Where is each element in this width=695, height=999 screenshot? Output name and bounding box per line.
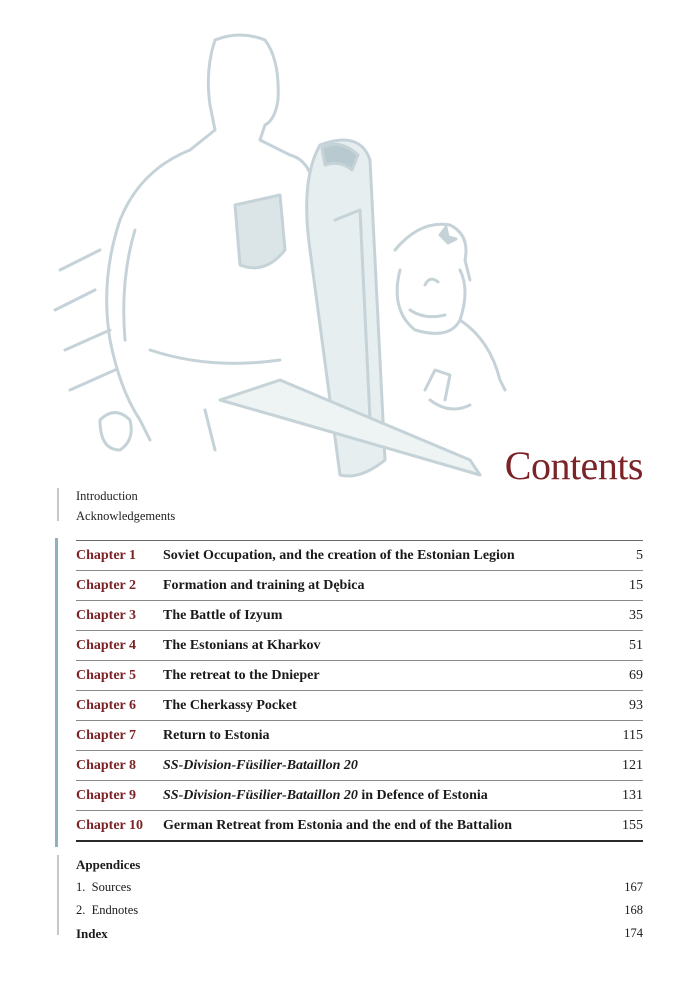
chapter-title: Return to Estonia xyxy=(163,727,270,743)
chapter-title: Formation and training at Dębica xyxy=(163,577,365,593)
chapter-title xyxy=(163,788,603,804)
front-matter-item-acknowledgements[interactable]: Acknowledgements xyxy=(76,509,176,523)
chapter-number: Chapter 1 xyxy=(76,547,137,563)
chapter-row-7[interactable] xyxy=(76,721,643,751)
chapter-page: 131 xyxy=(622,787,643,803)
chapter-number: Chapter 8 xyxy=(76,757,137,773)
page-title: Contents xyxy=(504,443,643,488)
chapter-page: 121 xyxy=(622,757,643,773)
chapter-number: Chapter 5 xyxy=(76,667,137,683)
front-matter-item-introduction[interactable]: Introduction xyxy=(76,489,138,503)
chapter-row-5[interactable] xyxy=(76,661,643,691)
appendices-heading-label: Appendices xyxy=(76,856,141,872)
chapter-title-italic: SS-Division-Füsilier-Bataillon 20 xyxy=(163,757,358,773)
chapter-number: Chapter 4 xyxy=(76,637,137,653)
chapter-page: 51 xyxy=(629,637,643,653)
chapter-title xyxy=(163,758,603,774)
index-page: 174 xyxy=(624,926,643,940)
chapters-accent-bar xyxy=(55,538,58,847)
appendix-item-sources[interactable] xyxy=(76,876,643,899)
chapter-row-6[interactable] xyxy=(76,691,643,721)
chapter-page: 93 xyxy=(629,697,643,713)
chapter-page: 5 xyxy=(636,547,643,563)
front-matter-list xyxy=(76,486,175,526)
chapter-page: 115 xyxy=(622,727,643,743)
appendix-label: 1. Sources xyxy=(76,880,132,894)
chapter-title: German Retreat from Estonia and the end of the Battalion xyxy=(163,817,513,833)
chapter-row-8[interactable] xyxy=(76,751,643,781)
chapter-title: Soviet Occupation, and the creation of the Estonian Legion xyxy=(163,547,515,563)
chapter-row-1[interactable] xyxy=(76,541,643,571)
appendices-divider xyxy=(57,855,59,935)
chapter-title-rest: in Defence of Estonia xyxy=(357,787,488,803)
chapter-title-italic: SS-Division-Füsilier-Bataillon 20 xyxy=(163,787,358,803)
chapter-title: The Battle of Izyum xyxy=(163,607,283,623)
chapter-number: Chapter 3 xyxy=(76,607,137,623)
chapter-number: Chapter 10 xyxy=(76,817,144,833)
chapter-number: Chapter 9 xyxy=(76,787,137,803)
appendices-heading xyxy=(76,853,643,876)
chapter-page: 35 xyxy=(629,607,643,623)
chapter-title: The Estonians at Kharkov xyxy=(163,637,321,653)
chapter-row-3[interactable] xyxy=(76,601,643,631)
chapter-title: The retreat to the Dnieper xyxy=(163,667,320,683)
chapter-number: Chapter 6 xyxy=(76,697,137,713)
chapter-row-4[interactable] xyxy=(76,631,643,661)
chapter-row-9[interactable] xyxy=(76,781,643,811)
chapter-row-10[interactable] xyxy=(76,811,643,842)
appendices-section xyxy=(76,853,643,945)
index-entry[interactable] xyxy=(76,922,643,945)
appendix-page: 167 xyxy=(624,880,643,894)
appendix-page: 168 xyxy=(624,903,643,917)
chapter-row-2[interactable] xyxy=(76,571,643,601)
chapter-list xyxy=(76,540,643,842)
front-matter-divider xyxy=(57,488,59,521)
appendix-item-endnotes[interactable] xyxy=(76,899,643,922)
chapter-title: The Cherkassy Pocket xyxy=(163,697,297,713)
chapter-page: 69 xyxy=(629,667,643,683)
chapter-page: 15 xyxy=(629,577,643,593)
chapter-number: Chapter 2 xyxy=(76,577,137,593)
chapter-number: Chapter 7 xyxy=(76,727,137,743)
appendix-label: 2. Endnotes xyxy=(76,903,139,917)
index-label: Index xyxy=(76,925,108,941)
chapter-page: 155 xyxy=(622,817,643,833)
